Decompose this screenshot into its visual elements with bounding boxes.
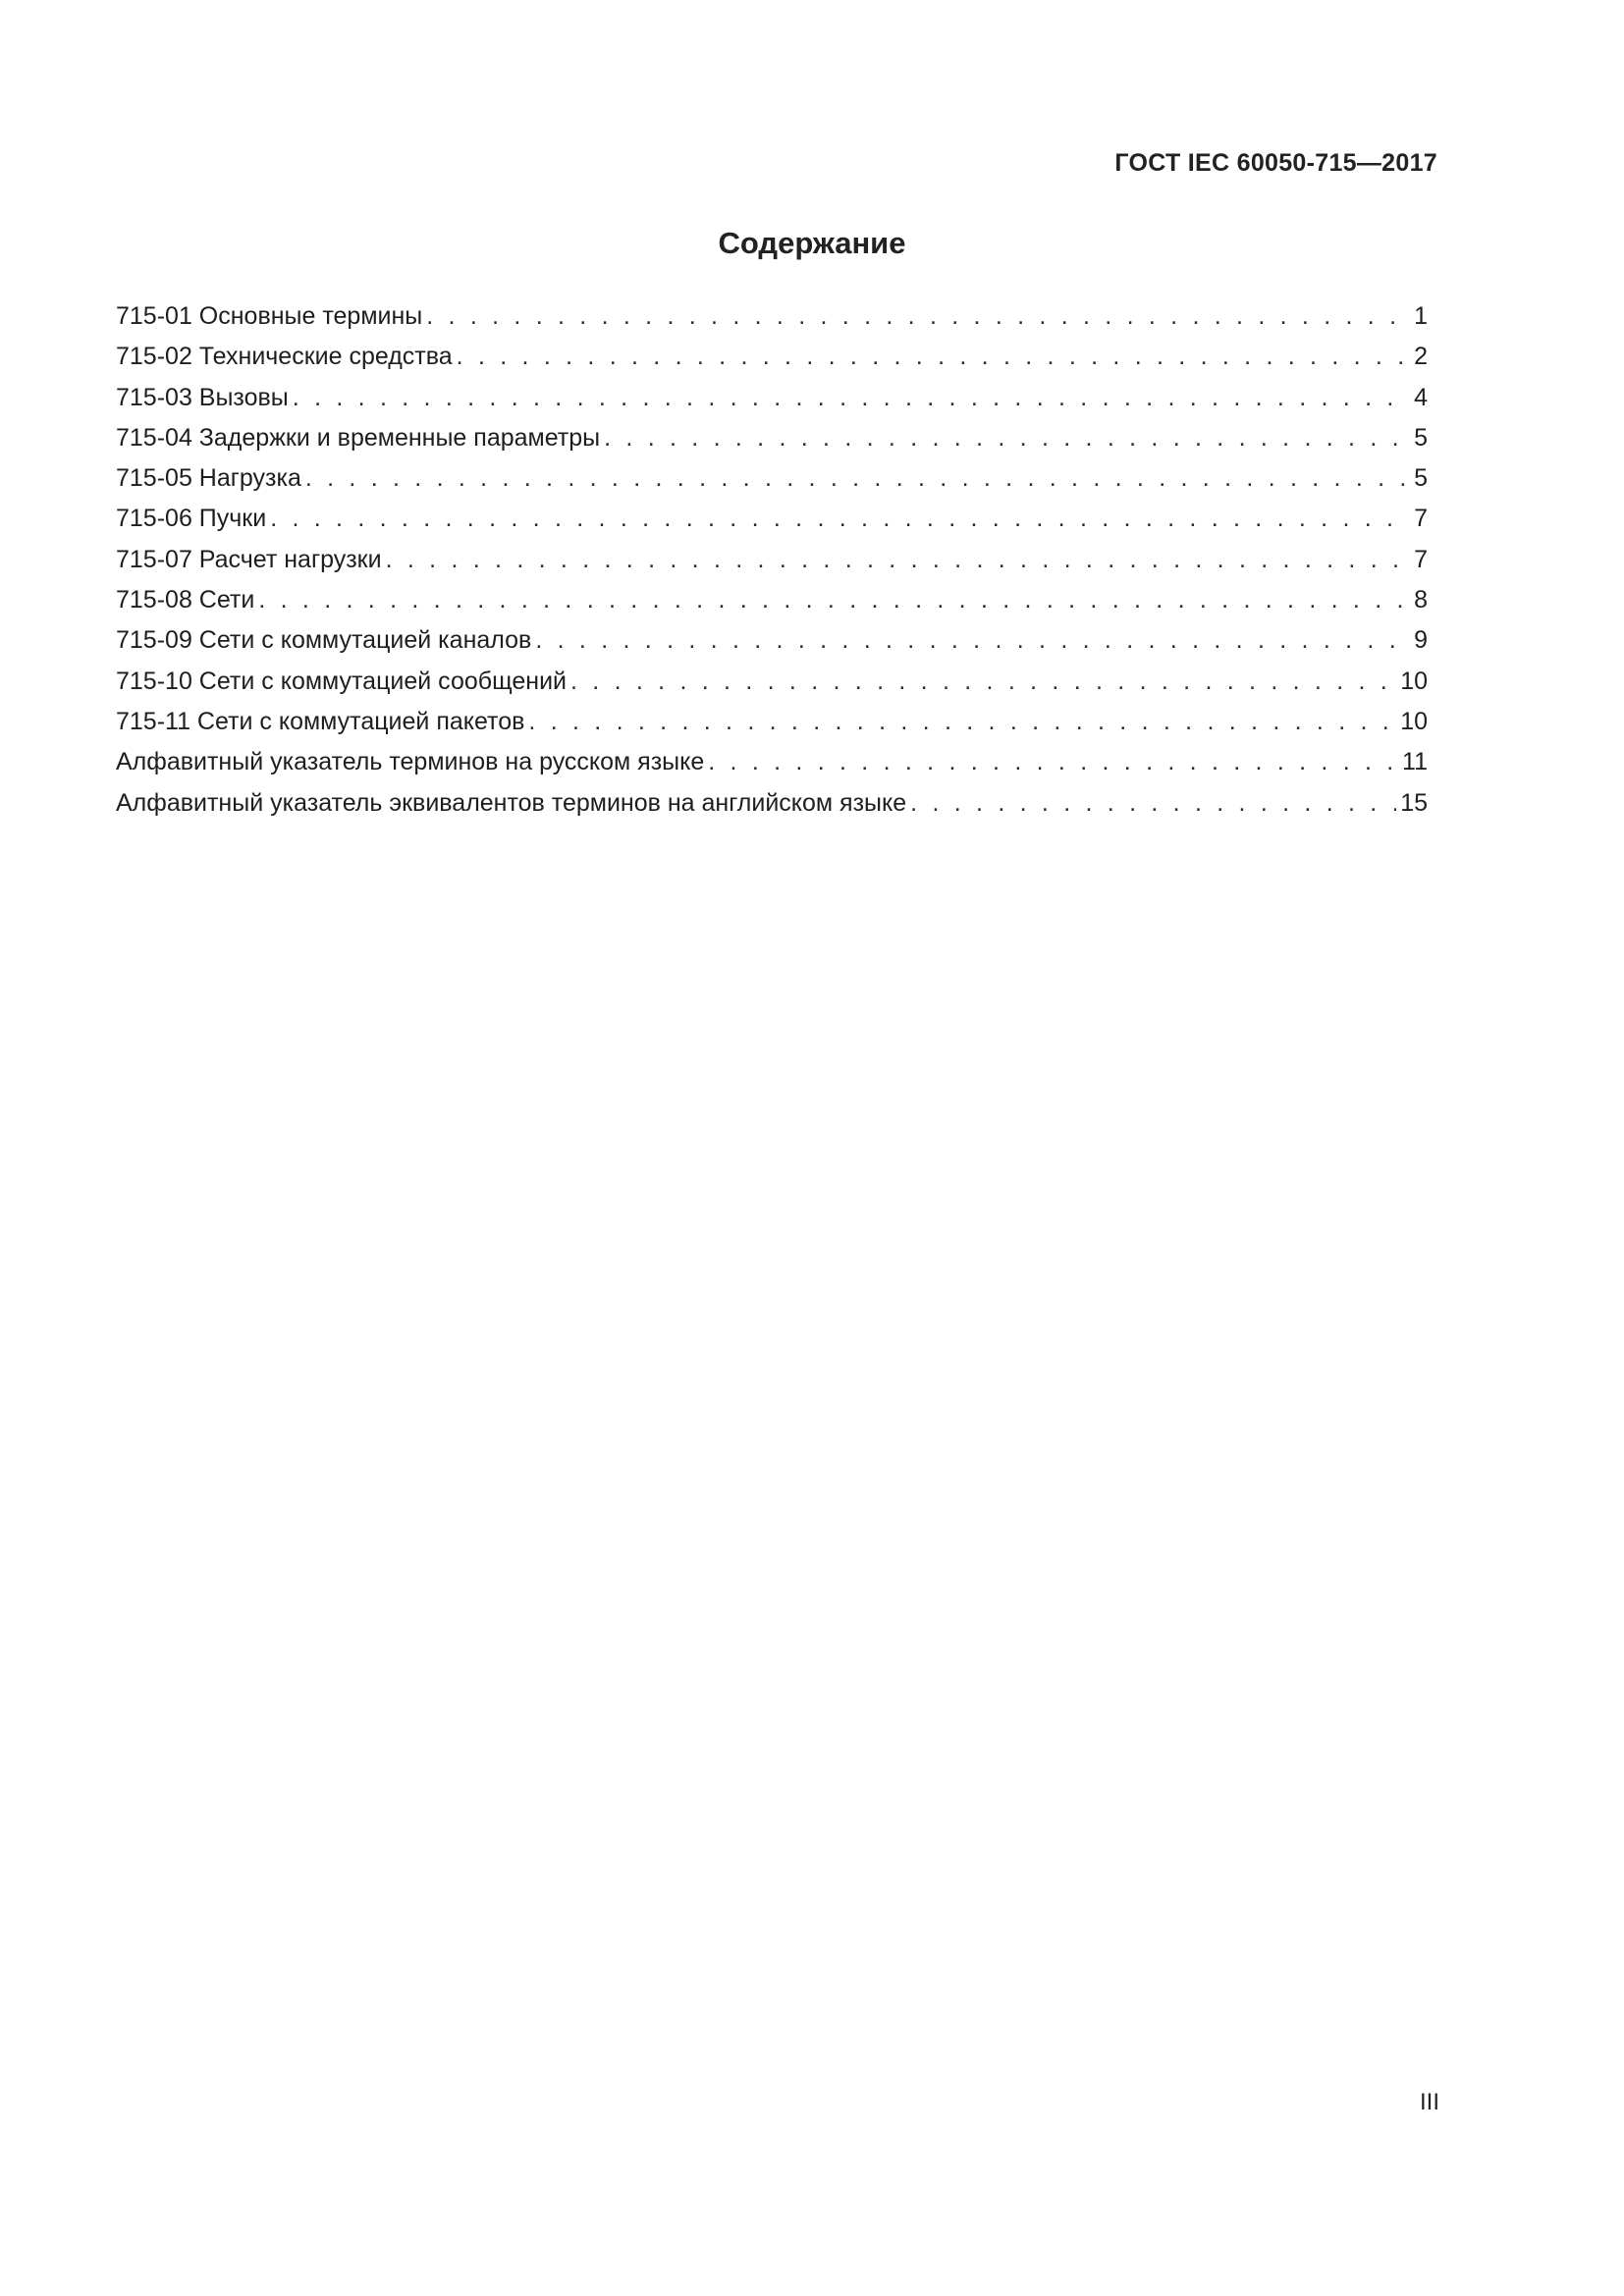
toc-entry-label: 715-07 Расчет нагрузки	[116, 545, 382, 573]
toc-entry-page: 1	[1414, 302, 1428, 330]
document-id: ГОСТ IEC 60050-715—2017	[1114, 149, 1437, 177]
toc-entry-label: Алфавитный указатель эквивалентов терминов на английском языке	[116, 788, 907, 817]
toc-entry[interactable]	[116, 742, 1428, 782]
toc-entry[interactable]	[116, 580, 1428, 620]
toc-entry[interactable]	[116, 378, 1428, 418]
toc-entry[interactable]	[116, 702, 1428, 742]
toc-entry-label: 715-06 Пучки	[116, 505, 267, 533]
toc-dot-leader	[708, 742, 1398, 782]
toc-entry-label: 715-01 Основные термины	[116, 302, 423, 330]
toc-entry-label: 715-05 Нагрузка	[116, 464, 301, 493]
toc-entry[interactable]	[116, 458, 1428, 499]
toc-entry-page: 4	[1414, 383, 1428, 411]
toc-dot-leader	[426, 296, 1410, 337]
toc-entry-page: 7	[1414, 505, 1428, 533]
toc-entry[interactable]	[116, 783, 1428, 824]
toc-dot-leader	[528, 702, 1396, 742]
toc-entry-page: 10	[1400, 667, 1428, 695]
toc-dot-leader	[604, 418, 1410, 458]
toc-dot-leader	[258, 580, 1410, 620]
toc-entry-label: 715-08 Сети	[116, 586, 255, 614]
toc-entry[interactable]	[116, 540, 1428, 580]
toc-entry-label: 715-11 Сети с коммутацией пакетов	[116, 707, 525, 735]
toc-dot-leader	[535, 620, 1410, 661]
toc-entry-label: Алфавитный указатель терминов на русском языке	[116, 748, 705, 776]
toc-entry-page: 11	[1402, 748, 1428, 776]
toc-entry-page: 5	[1414, 423, 1428, 452]
toc-entry-page: 8	[1414, 586, 1428, 614]
toc-entry-label: 715-09 Сети с коммутацией каналов	[116, 626, 532, 655]
toc-dot-leader	[386, 540, 1411, 580]
toc-entry-page: 10	[1400, 707, 1428, 735]
toc-entry-page: 7	[1414, 545, 1428, 573]
toc-entry-page: 2	[1414, 343, 1428, 371]
toc-entry[interactable]	[116, 337, 1428, 377]
toc-title: Содержание	[718, 226, 906, 260]
toc-dot-leader	[270, 499, 1410, 539]
toc-dot-leader	[293, 378, 1410, 418]
toc-entry-page: 15	[1400, 788, 1428, 817]
toc-entry-page: 9	[1414, 626, 1428, 655]
toc-dot-leader	[305, 458, 1410, 499]
toc-entry-label: 715-03 Вызовы	[116, 383, 289, 411]
toc-entry[interactable]	[116, 662, 1428, 702]
toc-entry[interactable]	[116, 418, 1428, 458]
toc-entry-label: 715-02 Технические средства	[116, 343, 453, 371]
toc-dot-leader	[457, 337, 1410, 377]
toc-entry-label: 715-10 Сети с коммутацией сообщений	[116, 667, 568, 695]
toc-dot-leader	[910, 783, 1396, 824]
toc-entry[interactable]	[116, 620, 1428, 661]
toc-entry[interactable]	[116, 499, 1428, 539]
toc-list	[116, 296, 1428, 824]
toc-entry-label: 715-04 Задержки и временные параметры	[116, 423, 601, 452]
toc-entry-page: 5	[1414, 464, 1428, 493]
page-number: III	[1419, 2089, 1439, 2115]
toc-dot-leader	[570, 662, 1396, 702]
toc-entry[interactable]	[116, 296, 1428, 337]
